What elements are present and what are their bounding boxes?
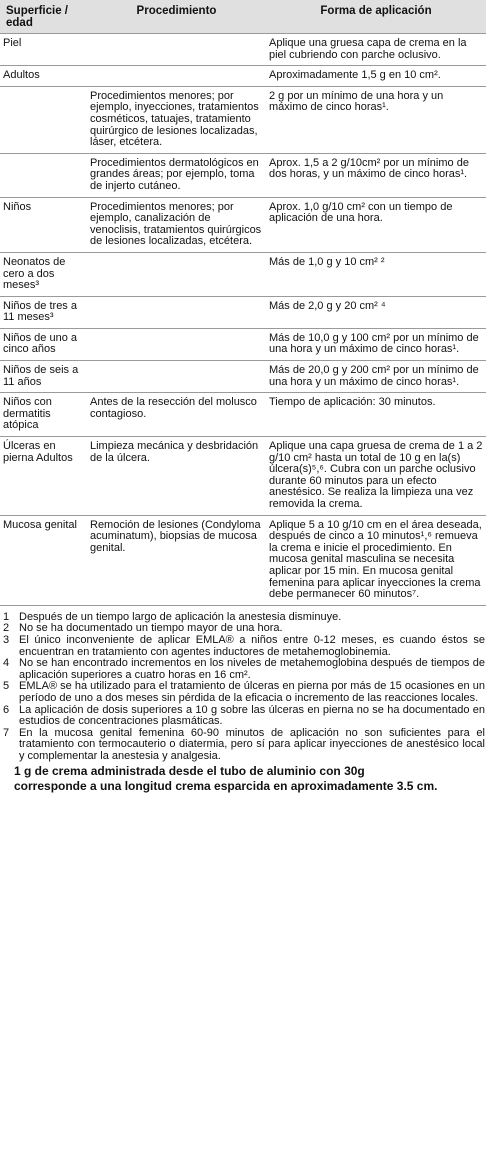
cell-surface: Niños de seis a 11 años xyxy=(3,364,79,388)
footnote xyxy=(3,728,485,763)
footnote xyxy=(3,681,485,704)
header-application: Forma de aplicación xyxy=(266,0,486,34)
footnote xyxy=(3,635,485,658)
cell-application: 2 g por un mínimo de una hora y un máximo de cinco horas¹. xyxy=(269,89,444,114)
cell-surface xyxy=(0,153,87,197)
dose-length-line-2: corresponde a una longitud crema esparcida en aproximadamente 3.5 cm. xyxy=(14,779,438,794)
footnote xyxy=(3,705,485,728)
table-row xyxy=(0,66,486,87)
footnote-number: 5 xyxy=(3,680,10,693)
footnote-text: En la mucosa genital femenina 60-90 minutos de aplicación no son suficientes para el tratamiento con termocauterio o diatermia, pero sí para aplicar inyecciones de anestésico local y complementar la anestesia y analgesia. xyxy=(19,726,485,762)
dose-length-line-1: 1 g de crema administrada desde el tubo de aluminio con 30g xyxy=(14,764,365,779)
footnote-text: No se ha documentado un tiempo mayor de una hora. xyxy=(19,622,283,635)
footnote-number: 7 xyxy=(3,726,10,739)
cell-procedure xyxy=(87,34,266,66)
header-surface: Superficie / edad xyxy=(0,0,87,34)
footnote-text: No se han encontrado incrementos en los niveles de metahemoglobina después de tiempos de aplicación superiores a cuatro horas en 16 cm². xyxy=(19,657,485,681)
table-row xyxy=(0,86,486,153)
footnote-text: EMLA® se ha utilizado para el tratamiento de úlceras en pierna por más de 15 ocasiones en un período de uno a dos meses sin pérdida de la eficacia o incremento de las reacciones locales. xyxy=(19,680,485,704)
cell-procedure xyxy=(87,66,266,87)
dose-length-note xyxy=(0,764,486,794)
cell-surface: Niños xyxy=(3,200,32,213)
footnote-number: 1 xyxy=(3,610,10,623)
cell-application: Más de 20,0 g y 200 cm² por un mínimo de una hora y un máximo de cinco horas¹. xyxy=(269,364,479,388)
table-header-row xyxy=(0,0,486,34)
cell-surface: Mucosa genital xyxy=(3,518,77,531)
cell-application: Tiempo de aplicación: 30 minutos. xyxy=(269,396,436,409)
cell-procedure: Antes de la resección del molusco contagioso. xyxy=(90,396,257,420)
cell-procedure: Limpieza mecánica y desbridación de la úlcera. xyxy=(90,440,259,464)
cell-procedure xyxy=(87,296,266,328)
cell-procedure: Procedimientos menores; por ejemplo, inyecciones, tratamientos cosméticos, tatuajes, tratamiento quirúrgico de lesiones localizadas, láser, etcétera. xyxy=(90,89,259,149)
table-row xyxy=(0,393,486,437)
cell-application: Aplique una capa gruesa de crema de 1 a 2 g/10 cm² hasta un total de 10 g en la(s) úlcera(s)⁵,⁶. Cubra con un parche oclusivo durante 60 minutos para un efecto anestésico. Se realiza la limpieza una vez removida la crema. xyxy=(269,440,483,510)
cell-application: Aprox. 1,5 a 2 g/10cm² por un mínimo de dos horas, y un máximo de cinco horas¹. xyxy=(269,156,469,181)
cell-application: Más de 1,0 g y 10 cm² ² xyxy=(269,255,385,268)
footnote-number: 3 xyxy=(3,633,10,646)
footnotes xyxy=(0,612,485,763)
footnote-number: 2 xyxy=(3,622,10,635)
cell-application: Más de 2,0 g y 20 cm² ⁴ xyxy=(269,299,386,312)
cell-application: Aplique 5 a 10 g/10 cm en el área deseada, después de cinco a 10 minutos¹,⁶ remueva la crema e inicie el procedimiento. En mucosa genital masculina se necesita aplicar por 15 min. En mucosa genital femenina para aplicar inyecciones la crema debe permanecer 60 minutos⁷. xyxy=(269,518,482,601)
footnote xyxy=(3,658,485,681)
cell-surface: Adultos xyxy=(3,69,40,82)
cell-procedure xyxy=(87,328,266,360)
cell-procedure: Procedimientos menores; por ejemplo, canalización de venoclisis, tratamientos quirúrgicos de lesiones localizadas, etcétera. xyxy=(90,200,262,248)
table-row xyxy=(0,296,486,328)
header-procedure: Procedimiento xyxy=(87,0,266,34)
table-row xyxy=(0,361,486,393)
footnote-number: 4 xyxy=(3,657,10,670)
footnote-number: 6 xyxy=(3,703,10,716)
cell-application: Más de 10,0 g y 100 cm² por un mínimo de una hora y un máximo de cinco horas¹. xyxy=(269,331,479,356)
table-row xyxy=(0,153,486,197)
cell-application: Aplique una gruesa capa de crema en la piel cubriendo con parche oclusivo. xyxy=(269,37,467,61)
cell-surface xyxy=(0,86,87,153)
cell-procedure xyxy=(87,361,266,393)
footnote-text: La aplicación de dosis superiores a 10 g sobre las úlceras en pierna no se ha documentado en estudios de concentraciones plasmáticas. xyxy=(19,703,485,728)
cell-surface: Niños de uno a cinco años xyxy=(3,331,77,356)
cell-application: Aprox. 1,0 g/10 cm² con un tiempo de aplicación de una hora. xyxy=(269,200,453,225)
footnote-text: El único inconveniente de aplicar EMLA® a niños entre 0-12 meses, es cuando éstos se encuentran en tratamiento con agentes inductores de metahemoglobinemia. xyxy=(19,633,485,658)
table-row xyxy=(0,252,486,296)
cell-procedure xyxy=(87,252,266,296)
table-row xyxy=(0,328,486,360)
cell-surface: Piel xyxy=(3,37,22,49)
table-row xyxy=(0,34,486,66)
cell-procedure: Remoción de lesiones (Condyloma acuminatum), biopsias de mucosa genital. xyxy=(90,518,261,554)
table-row xyxy=(0,515,486,605)
table-row xyxy=(0,437,486,516)
cell-surface: Niños de tres a 11 meses³ xyxy=(3,299,77,324)
cell-procedure: Procedimientos dermatológicos en grandes áreas; por ejemplo, toma de injerto cutáneo. xyxy=(90,156,259,192)
cell-application: Aproximadamente 1,5 g en 10 cm². xyxy=(269,69,441,82)
cell-surface: Niños con dermatitis atópica xyxy=(3,396,52,432)
cell-surface: Úlceras en pierna Adultos xyxy=(3,440,73,464)
table-row xyxy=(0,197,486,252)
footnote-text: Después de un tiempo largo de aplicación la anestesia disminuye. xyxy=(19,610,342,623)
cell-surface: Neonatos de cero a dos meses³ xyxy=(3,255,66,292)
